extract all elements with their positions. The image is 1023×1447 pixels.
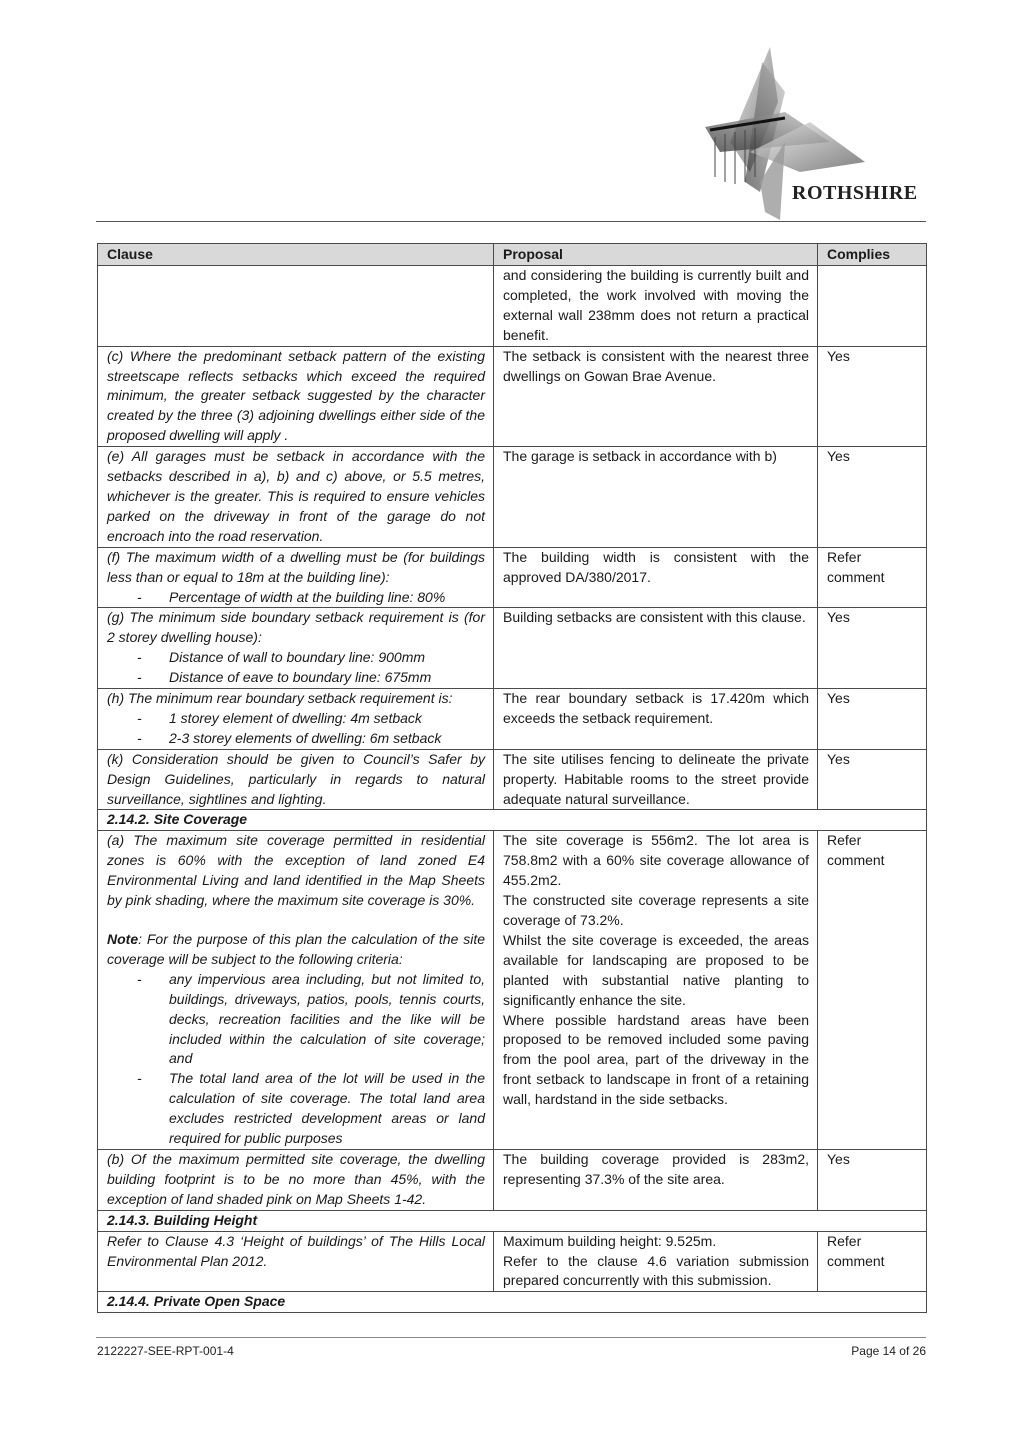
column-header-complies: Complies xyxy=(818,244,927,266)
table-row xyxy=(98,608,927,689)
clause-cell: (k) Consideration should be given to Council’s Safer by Design Guidelines, particularly in regards to natural surveillance, sightlines and lighting. xyxy=(98,749,494,810)
complies-cell: Refer comment xyxy=(818,547,927,608)
proposal-paragraph: The constructed site coverage represents a site coverage of 73.2%. xyxy=(503,892,809,928)
table-row xyxy=(98,749,927,810)
complies-cell: Yes xyxy=(818,689,927,750)
table-row xyxy=(98,447,927,548)
clause-cell: (e) All garages must be setback in accordance with the setbacks described in a), b) and c) above, or 5.5 metres, whichever is the greater. This is required to ensure vehicles parked on the driveway in front of the garage do not encroach into the road reservation. xyxy=(98,447,494,548)
clause-list-item-text: - Distance of eave to boundary line: 675mm xyxy=(169,669,432,686)
clause-cell: (b) Of the maximum permitted site coverage, the dwelling building footprint is to be no more than 45%, with the exception of land shaded pink on Map Sheets 1-42. xyxy=(98,1149,494,1210)
spacer xyxy=(107,911,485,930)
proposal-cell xyxy=(494,1231,818,1292)
column-header-proposal: Proposal xyxy=(494,244,818,266)
clause-cell xyxy=(98,831,494,1150)
clause-list-item-text: - 2-3 storey elements of dwelling: 6m setback xyxy=(169,729,442,746)
clause-list-item xyxy=(107,588,485,608)
rothshire-logo xyxy=(690,42,930,222)
section-heading-building-height: 2.14.3. Building Height xyxy=(98,1210,927,1231)
compliance-table xyxy=(97,243,927,1313)
complies-cell: Yes xyxy=(818,346,927,447)
table-row xyxy=(98,547,927,608)
footer-divider xyxy=(96,1337,926,1338)
section-heading-site-coverage: 2.14.2. Site Coverage xyxy=(98,810,927,831)
proposal-cell: The setback is consistent with the nearest three dwellings on Gowan Brae Avenue. xyxy=(494,346,818,447)
table-row xyxy=(98,1149,927,1210)
note-text xyxy=(107,930,485,970)
complies-cell: Yes xyxy=(818,447,927,548)
complies-cell: Refer comment xyxy=(818,1231,927,1292)
note-label: Note xyxy=(107,931,139,947)
clause-cell: Refer to Clause 4.3 ‘Height of buildings’ of The Hills Local Environmental Plan 2012. xyxy=(98,1231,494,1292)
clause-list-item-text: - Percentage of width at the building line: 80% xyxy=(169,588,446,605)
proposal-paragraph: Whilst the site coverage is exceeded, the areas available for landscaping are proposed to be planted with substantial native planting to significantly enhance the site. xyxy=(503,931,809,1008)
proposal-cell: The rear boundary setback is 17.420m which exceeds the setback requirement. xyxy=(494,689,818,750)
clause-list-item-text: - Distance of wall to boundary line: 900mm xyxy=(169,649,426,666)
clause-list-item xyxy=(107,1069,485,1149)
clause-list-item xyxy=(107,668,485,688)
proposal-paragraph: Maximum building height: 9.525m. xyxy=(503,1232,717,1249)
table-row xyxy=(98,266,927,347)
clause-text: (a) The maximum site coverage permitted in residential zones is 60% with the exception of land zoned E4 Environmental Living and land identified in the Map Sheets by pink shading, where the maximum site coverage is 30%. xyxy=(107,832,485,909)
table-row xyxy=(98,831,927,1150)
page-number: Page 14 of 26 xyxy=(851,1344,926,1358)
header-divider xyxy=(96,221,926,222)
section-heading-private-open-space: 2.14.4. Private Open Space xyxy=(98,1292,927,1313)
proposal-cell: The building width is consistent with the approved DA/380/2017. xyxy=(494,547,818,608)
clause-cell xyxy=(98,266,494,347)
proposal-paragraph: Refer to the clause 4.6 variation submission prepared concurrently with this submission. xyxy=(503,1252,809,1289)
complies-cell xyxy=(818,266,927,347)
table-row xyxy=(98,689,927,750)
complies-cell: Yes xyxy=(818,1149,927,1210)
section-heading-row xyxy=(98,1292,927,1313)
proposal-cell: The site utilises fencing to delineate the private property. Habitable rooms to the street provide adequate natural surveillance. xyxy=(494,749,818,810)
proposal-cell: Building setbacks are consistent with this clause. xyxy=(494,608,818,689)
clause-cell xyxy=(98,547,494,608)
proposal-cell: and considering the building is currently built and completed, the work involved with moving the external wall 238mm does not return a practical benefit. xyxy=(494,266,818,347)
clause-list-item-text: - The total land area of the lot will be used in the calculation of site coverage. The total land area excludes restricted development areas or land required for public purposes xyxy=(169,1070,485,1147)
proposal-cell: The garage is setback in accordance with b) xyxy=(494,447,818,548)
complies-cell: Refer comment xyxy=(818,831,927,1150)
clause-list-item xyxy=(107,648,485,668)
clause-list-item-text: - any impervious area including, but not limited to, buildings, driveways, patios, pools, tennis courts, decks, recreation facilities and the like will be included within the calculation of site coverage; and xyxy=(169,970,485,1067)
section-heading-row xyxy=(98,1210,927,1231)
clause-cell xyxy=(98,608,494,689)
clause-text: (h) The minimum rear boundary setback requirement is: xyxy=(107,690,453,707)
proposal-paragraph: The site coverage is 556m2. The lot area is 758.8m2 with a 60% site coverage allowance of 455.2m2. xyxy=(503,832,809,889)
clause-list-item xyxy=(107,729,485,749)
table-header-row xyxy=(98,244,927,266)
proposal-cell: The building coverage provided is 283m2, representing 37.3% of the site area. xyxy=(494,1149,818,1210)
clause-list-item-text: - 1 storey element of dwelling: 4m setback xyxy=(169,709,422,726)
table-row xyxy=(98,1231,927,1292)
complies-cell: Yes xyxy=(818,749,927,810)
section-heading-row xyxy=(98,810,927,831)
clause-text: (f) The maximum width of a dwelling must be (for buildings less than or equal to 18m at the building line): xyxy=(107,548,485,585)
clause-list-item xyxy=(107,970,485,1070)
brand-name: ROTHSHIRE xyxy=(792,182,918,204)
table-row xyxy=(98,346,927,447)
note-body: : For the purpose of this plan the calculation of the site coverage will be subject to the following criteria: xyxy=(107,931,485,967)
clause-list-item xyxy=(107,709,485,729)
clause-cell xyxy=(98,689,494,750)
column-header-clause: Clause xyxy=(98,244,494,266)
clause-text: (g) The minimum side boundary setback requirement is (for 2 storey dwelling house): xyxy=(107,609,485,646)
clause-cell: (c) Where the predominant setback pattern of the existing streetscape reflects setbacks which exceed the required minimum, the greater setback suggested by the character created by the three (3) adjoining dwellings either side of the proposed dwelling will apply . xyxy=(98,346,494,447)
proposal-cell xyxy=(494,831,818,1150)
document-reference: 2122227-SEE-RPT-001-4 xyxy=(97,1344,234,1358)
proposal-paragraph: Where possible hardstand areas have been proposed to be removed included some paving from the pool area, part of the driveway in the front setback to landscape in front of a retaining wall, hardstand in the side setbacks. xyxy=(503,1011,809,1108)
complies-cell: Yes xyxy=(818,608,927,689)
